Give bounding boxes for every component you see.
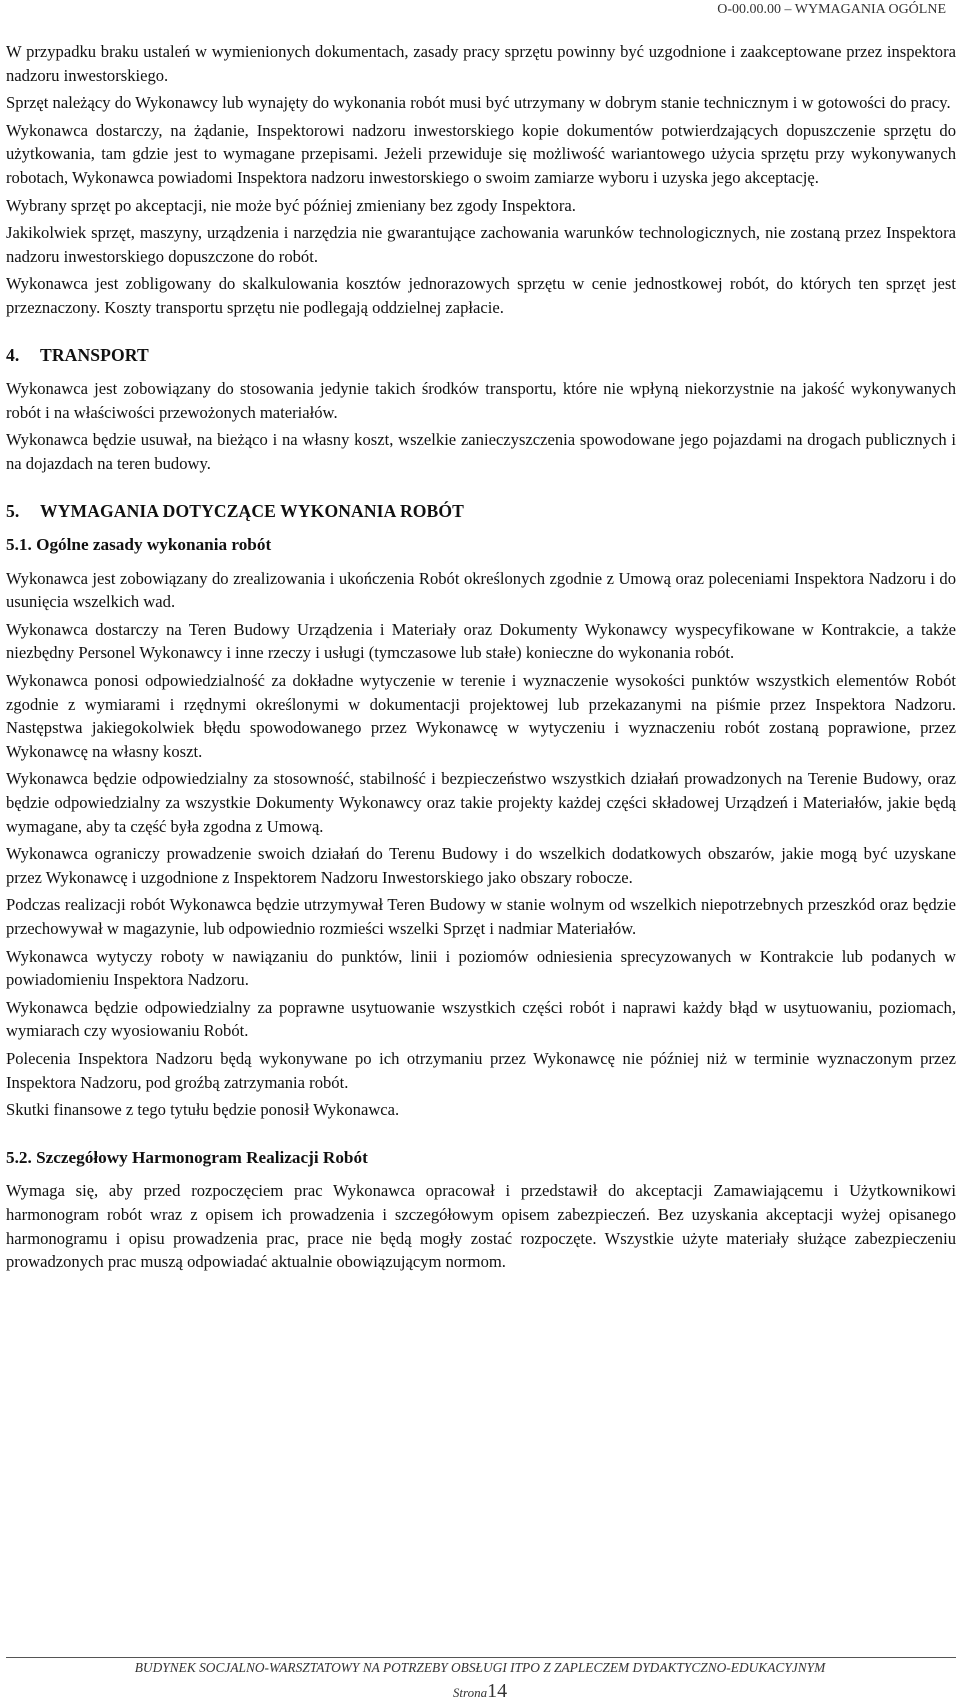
paragraph: Wykonawca ograniczy prowadzenie swoich działań do Terenu Budowy i do wszelkich dodatkowych obszarów, jakie mogą być uzyskane przez Wykonawcę i uzgodnione z Inspektorem Nadzoru Inwestorskiego jako obszary robocze. <box>6 844 956 887</box>
footer-page-indicator <box>0 1680 960 1703</box>
document-header-code: O-00.00.00 – WYMAGANIA OGÓLNE <box>717 2 946 17</box>
paragraph: Skutki finansowe z tego tytułu będzie ponosił Wykonawca. <box>6 1100 400 1120</box>
paragraph: Wykonawca dostarczy na Teren Budowy Urządzenia i Materiały oraz Dokumenty Wykonawcy wyspecyfikowane w Kontrakcie, a także niezbędny Personel Wykonawcy i inne rzeczy i usługi (tymczasowe lub stałe) konieczne do wykonania robót. <box>6 619 956 663</box>
paragraph: Wykonawca ponosi odpowiedzialność za dokładne wytyczenie w terenie i wyznaczenie wysokości punktów wszystkich elementów Robót zgodnie z wymiarami i rzędnymi określonymi w dokumentacji projektowej lub przekazanymi na piśmie przez Inspektora Nadzoru. Następstwa jakiegokolwiek błędu spowodowanego przez Wykonawcę w wytyczeniu i wyznaczeniu robót zostaną poprawione, przez Wykonawcę na własny koszt. <box>6 671 956 761</box>
paragraph: Wykonawca jest zobligowany do skalkulowania kosztów jednorazowych sprzętu w cenie jednostkowej robót, do których ten sprzęt jest przeznaczony. Koszty transportu sprzętu nie podlegają oddzielnej zapłacie. <box>6 274 956 317</box>
paragraph: Wybrany sprzęt po akceptacji, nie może być później zmieniany bez zgody Inspektora. <box>6 195 576 215</box>
paragraph: Polecenia Inspektora Nadzoru będą wykonywane po ich otrzymaniu przez Wykonawcę nie później niż w terminie wyznaczonym przez Inspektora Nadzoru, pod groźbą zatrzymania robót. <box>6 1048 956 1092</box>
paragraph: Wykonawca będzie odpowiedzialny za stosowność, stabilność i bezpieczeństwo wszystkich działań prowadzonych na Terenie Budowy, oraz będzie odpowiedzialny za wszystkie Dokumenty Wykonawcy oraz takie projekty każdej części składowej Urządzeń i Materiałów, jakie będą wymagane, aby ta część była zgodna z Umową. <box>6 769 956 836</box>
paragraph: Podczas realizacji robót Wykonawca będzie utrzymywał Teren Budowy w stanie wolnym od wszelkich niepotrzebnych przeszkód oraz będzie przechowywał w magazynie, lub odpowiednio rozmieści wszelki Sprzęt i nadmiar Materiałów. <box>6 895 956 938</box>
footer-divider <box>6 1657 956 1658</box>
paragraph: Jakikolwiek sprzęt, maszyny, urządzenia i narzędzia nie gwarantujące zachowania warunków technologicznych, nie zostaną przez Inspektora nadzoru inwestorskiego dopuszczone do robót. <box>6 223 956 266</box>
paragraph: Wykonawca będzie usuwał, na bieżąco i na własny koszt, wszelkie zanieczyszczenia spowodowane jego pojazdami na drogach publicznych i na dojazdach na teren budowy. <box>6 430 956 473</box>
paragraph: Wykonawca wytyczy roboty w nawiązaniu do punktów, linii i poziomów odniesienia sprecyzowanych w Kontrakcie lub podanych w powiadomieniu Inspektora Nadzoru. <box>6 946 956 990</box>
page-label: Strona <box>452 1685 488 1700</box>
subsection-heading-schedule: 5.2. Szczegółowy Harmonogram Realizacji Robót <box>6 1147 368 1167</box>
footer-project-title: BUDYNEK SOCJALNO-WARSZTATOWY NA POTRZEBY OBSŁUGI ITPO Z ZAPLECZEM DYDAKTYCZNO-EDUKACYJNYM <box>134 1660 826 1675</box>
paragraph: Wykonawca jest zobowiązany do stosowania jedynie takich środków transportu, które nie wpłyną niekorzystnie na jakość wykonywanych robót i na właściwości przewożonych materiałów. <box>6 379 956 422</box>
paragraph: Wykonawca dostarczy, na żądanie, Inspektorowi nadzoru inwestorskiego kopie dokumentów potwierdzających dopuszczenie sprzętu do użytkowania, tam gdzie jest to wymagane przepisami. Jeżeli przewiduje się możliwość wariantowego użycia sprzętu przy wykonywanych robotach, Wykonawca powiadomi Inspektora nadzoru inwestorskiego o swoim zamiarze wyboru i uzyska jego akceptację. <box>6 120 956 187</box>
paragraph: Sprzęt należący do Wykonawcy lub wynajęty do wykonania robót musi być utrzymany w dobrym stanie technicznym i w gotowości do pracy. <box>6 93 951 113</box>
section-number: 5. <box>6 500 20 521</box>
section-number: 4. <box>6 344 20 365</box>
paragraph: Wykonawca jest zobowiązany do zrealizowania i ukończenia Robót określonych zgodnie z Umową oraz poleceniami Inspektora Nadzoru i do usunięcia wszelkich wad. <box>6 568 956 612</box>
section-title: TRANSPORT <box>40 344 149 365</box>
paragraph: W przypadku braku ustaleń w wymienionych dokumentach, zasady pracy sprzętu powinny być uzgodnione i zaakceptowane przez inspektora nadzoru inwestorskiego. <box>6 42 956 85</box>
paragraph: Wykonawca będzie odpowiedzialny za poprawne usytuowanie wszystkich części robót i naprawi każdy błąd w usytuowaniu, poziomach, wymiarach czy wyosiowaniu Robót. <box>6 997 956 1041</box>
section-heading-robot-requirements <box>6 500 956 524</box>
paragraph: Wymaga się, aby przed rozpoczęciem prac Wykonawca opracował i przedstawił do akceptacji Zamawiającemu i Użytkownikowi harmonogram robót wraz z opisem ich prowadzenia i szczegółowym opisem zabezpieczeń. Bez uzyskania akceptacji wyżej opisanego harmonogramu i opisu prowadzenia prac, prace nie będą mogły zostać rozpoczęte. Wszystkie użyte materiały służące zabezpieczeniu prowadzonych prac muszą odpowiadać aktualnie obowiązującym normom. <box>6 1181 956 1272</box>
page-number: 14 <box>487 1680 508 1702</box>
document-body <box>6 40 956 1278</box>
section-title: WYMAGANIA DOTYCZĄCE WYKONANIA ROBÓT <box>40 500 464 521</box>
section-heading-transport <box>6 344 956 368</box>
subsection-heading-general-rules: 5.1. Ogólne zasady wykonania robót <box>6 535 272 555</box>
